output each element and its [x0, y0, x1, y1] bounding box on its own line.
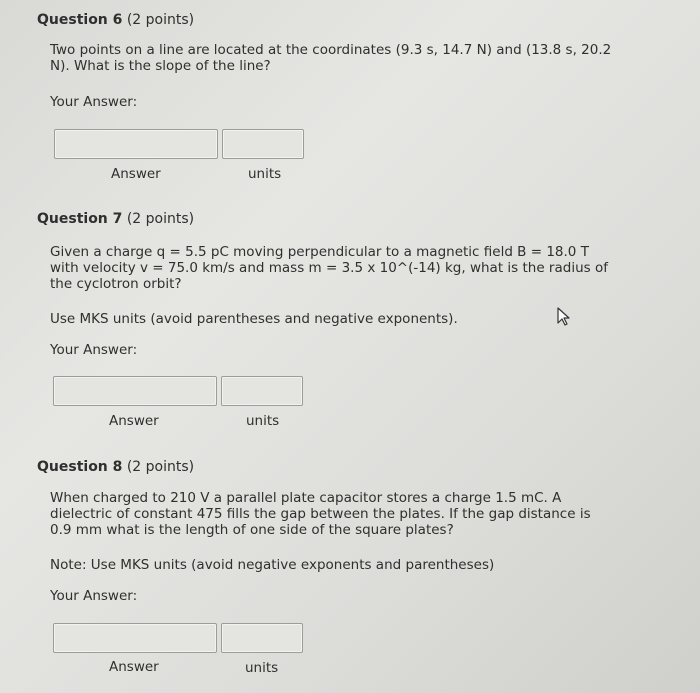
question-7-title: Question 7: [37, 211, 123, 227]
question-8-answer-input[interactable]: [53, 623, 217, 653]
question-8-title: Question 8: [37, 459, 123, 475]
question-7-note: Use MKS units (avoid parentheses and negative exponents).: [50, 311, 458, 327]
question-7-heading: [37, 211, 194, 227]
question-7-units-input[interactable]: [221, 376, 303, 406]
question-6-points: (2 points): [126, 12, 195, 28]
question-8-heading: [37, 459, 194, 475]
question-7-answer-label: Answer: [109, 413, 159, 429]
question-8-units-label: units: [245, 660, 279, 676]
question-7-text: Given a charge q = 5.5 pC moving perpendicular to a magnetic field B = 18.0 T with velocity v = 75.0 km/s and mass m = 3.5 x 10^(-14) kg, what is the radius of the cyclotron orbit?: [50, 244, 608, 292]
question-7-units-label: units: [246, 413, 280, 429]
question-6-answer-input[interactable]: [54, 129, 218, 159]
question-6-units-label: units: [248, 166, 282, 182]
question-6-title: Question 6: [37, 12, 123, 28]
question-8-note: Note: Use MKS units (avoid negative exponents and parentheses): [50, 557, 495, 573]
question-6-text: Two points on a line are located at the coordinates (9.3 s, 14.7 N) and (13.8 s, 20.2 N). What is the slope of the line?: [50, 42, 612, 74]
question-7-answer-input[interactable]: [53, 376, 217, 406]
question-6-answer-label: Answer: [111, 166, 161, 182]
question-7-points: (2 points): [126, 211, 195, 227]
question-6-units-input[interactable]: [222, 129, 304, 159]
question-8-units-input[interactable]: [221, 623, 303, 653]
question-8-text: When charged to 210 V a parallel plate capacitor stores a charge 1.5 mC. A dielectric of constant 475 fills the gap between the plates. If the gap distance is 0.9 mm what is the length of one side of the square plates?: [50, 490, 591, 538]
question-8-points: (2 points): [126, 459, 195, 475]
question-7-your-answer-label: Your Answer:: [50, 342, 138, 358]
question-8-answer-label: Answer: [109, 659, 159, 675]
question-8-your-answer-label: Your Answer:: [50, 588, 138, 604]
question-6-heading: [37, 12, 194, 28]
question-6-your-answer-label: Your Answer:: [50, 94, 138, 110]
mouse-pointer-icon: [556, 307, 572, 331]
